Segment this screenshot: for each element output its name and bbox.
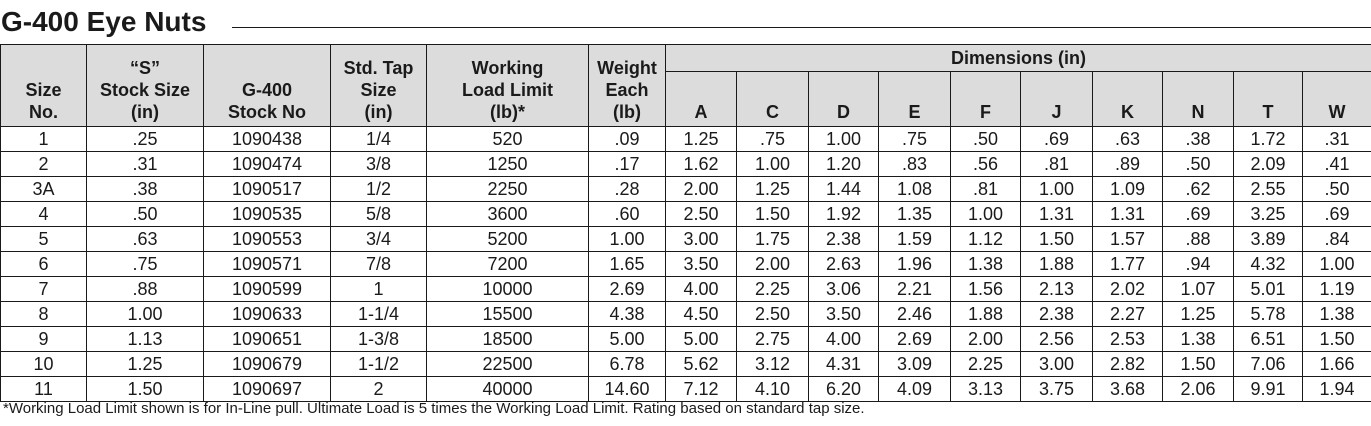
title-row (0, 0, 1371, 44)
table-row (1, 227, 1371, 252)
cell-dim-w: .50 (1303, 177, 1371, 202)
cell-size-no: 9 (1, 327, 87, 352)
cell-weight: .09 (589, 127, 666, 152)
cell-dim-k: .89 (1093, 152, 1163, 177)
cell-working-load-limit: 40000 (427, 377, 589, 402)
table-row (1, 377, 1371, 402)
cell-dim-d: 6.20 (809, 377, 879, 402)
cell-weight: 1.00 (589, 227, 666, 252)
cell-stock-no: 1090633 (204, 302, 331, 327)
cell-dim-c: 1.25 (737, 177, 809, 202)
cell-tap-size: 1 (331, 277, 427, 302)
cell-dim-a: 4.00 (666, 277, 737, 302)
cell-stock-size: .75 (87, 252, 204, 277)
cell-dim-e: .75 (879, 127, 951, 152)
header-tap-size-line: Size (360, 80, 397, 100)
cell-dim-d: 1.92 (809, 202, 879, 227)
header-size (1, 45, 87, 127)
footnote: *Working Load Limit shown is for In-Line pull. Ultimate Load is 5 times the Working Load Limit. Rating based on standard tap size. (3, 400, 865, 417)
cell-dim-w: 1.00 (1303, 252, 1371, 277)
cell-stock-no: 1090438 (204, 127, 331, 152)
cell-weight: .17 (589, 152, 666, 177)
cell-stock-no: 1090571 (204, 252, 331, 277)
cell-dim-n: 1.38 (1163, 327, 1234, 352)
cell-working-load-limit: 520 (427, 127, 589, 152)
cell-dim-k: 1.09 (1093, 177, 1163, 202)
cell-weight: 6.78 (589, 352, 666, 377)
cell-dim-t: 5.01 (1234, 277, 1303, 302)
header-stock-size (87, 45, 204, 127)
table-row (1, 202, 1371, 227)
cell-weight: 2.69 (589, 277, 666, 302)
cell-dim-c: 2.00 (737, 252, 809, 277)
cell-tap-size: 1-1/4 (331, 302, 427, 327)
cell-dim-k: 1.77 (1093, 252, 1163, 277)
header-working-load-limit (427, 45, 589, 127)
cell-dim-a: 7.12 (666, 377, 737, 402)
cell-tap-size: 1/2 (331, 177, 427, 202)
cell-dim-n: .50 (1163, 152, 1234, 177)
cell-tap-size: 1/4 (331, 127, 427, 152)
cell-dim-d: 1.20 (809, 152, 879, 177)
cell-weight: .28 (589, 177, 666, 202)
cell-dim-t: 4.32 (1234, 252, 1303, 277)
cell-dim-j: 1.31 (1021, 202, 1093, 227)
cell-dim-d: 4.00 (809, 327, 879, 352)
cell-tap-size: 5/8 (331, 202, 427, 227)
cell-size-no: 2 (1, 152, 87, 177)
cell-dim-d: 4.31 (809, 352, 879, 377)
header-size-line: No. (29, 102, 58, 122)
cell-dim-w: 1.94 (1303, 377, 1371, 402)
header-stock-no-line: Stock No (227, 102, 306, 122)
table-body (1, 127, 1371, 402)
title-rule (232, 27, 1371, 28)
header-tap-size (331, 45, 427, 127)
cell-dim-f: 3.13 (951, 377, 1021, 402)
cell-dim-j: 2.38 (1021, 302, 1093, 327)
cell-stock-size: .25 (87, 127, 204, 152)
cell-dim-c: 2.75 (737, 327, 809, 352)
cell-dim-f: .81 (951, 177, 1021, 202)
cell-size-no: 8 (1, 302, 87, 327)
cell-dim-w: .41 (1303, 152, 1371, 177)
cell-dim-w: 1.50 (1303, 327, 1371, 352)
cell-dim-w: .31 (1303, 127, 1371, 152)
cell-dim-j: .81 (1021, 152, 1093, 177)
cell-dim-f: 1.56 (951, 277, 1021, 302)
cell-dim-t: 7.06 (1234, 352, 1303, 377)
header-wll-line: (lb)* (490, 102, 525, 122)
cell-working-load-limit: 10000 (427, 277, 589, 302)
cell-dim-j: 1.00 (1021, 177, 1093, 202)
cell-dim-f: 2.00 (951, 327, 1021, 352)
cell-working-load-limit: 15500 (427, 302, 589, 327)
cell-dim-d: 2.38 (809, 227, 879, 252)
cell-dim-f: .50 (951, 127, 1021, 152)
cell-dim-k: 1.57 (1093, 227, 1163, 252)
cell-dim-a: 4.50 (666, 302, 737, 327)
header-stock-no-line: G-400 (241, 80, 293, 100)
cell-working-load-limit: 18500 (427, 327, 589, 352)
cell-weight: 5.00 (589, 327, 666, 352)
cell-tap-size: 1-1/2 (331, 352, 427, 377)
header-dim-e: E (879, 72, 951, 127)
cell-tap-size: 7/8 (331, 252, 427, 277)
cell-dim-j: 2.13 (1021, 277, 1093, 302)
header-dim-a: A (666, 72, 737, 127)
cell-dim-f: 2.25 (951, 352, 1021, 377)
cell-dim-t: 3.25 (1234, 202, 1303, 227)
cell-stock-size: .31 (87, 152, 204, 177)
cell-working-load-limit: 2250 (427, 177, 589, 202)
cell-size-no: 3A (1, 177, 87, 202)
cell-stock-no: 1090517 (204, 177, 331, 202)
cell-dim-n: 1.07 (1163, 277, 1234, 302)
cell-stock-no: 1090651 (204, 327, 331, 352)
cell-dim-n: .38 (1163, 127, 1234, 152)
header-dim-j: J (1021, 72, 1093, 127)
cell-dim-n: 1.25 (1163, 302, 1234, 327)
cell-dim-t: 5.78 (1234, 302, 1303, 327)
cell-dim-f: 1.00 (951, 202, 1021, 227)
cell-dim-d: 2.63 (809, 252, 879, 277)
header-wll-line: Working (471, 58, 544, 78)
cell-dim-a: 1.25 (666, 127, 737, 152)
cell-dim-c: 3.12 (737, 352, 809, 377)
cell-weight: 4.38 (589, 302, 666, 327)
table-row (1, 277, 1371, 302)
cell-dim-t: 1.72 (1234, 127, 1303, 152)
cell-dim-e: 4.09 (879, 377, 951, 402)
header-stock-size-line: “S” (129, 58, 160, 78)
cell-dim-n: .69 (1163, 202, 1234, 227)
cell-size-no: 10 (1, 352, 87, 377)
cell-dim-c: 2.50 (737, 302, 809, 327)
cell-stock-size: .38 (87, 177, 204, 202)
cell-dim-c: 4.10 (737, 377, 809, 402)
cell-dim-c: 1.50 (737, 202, 809, 227)
cell-size-no: 7 (1, 277, 87, 302)
cell-dim-k: 2.82 (1093, 352, 1163, 377)
cell-dim-j: 3.00 (1021, 352, 1093, 377)
header-dim-f: F (951, 72, 1021, 127)
cell-dim-f: .56 (951, 152, 1021, 177)
cell-dim-k: 2.02 (1093, 277, 1163, 302)
header-dim-n: N (1163, 72, 1234, 127)
header-dimensions-group: Dimensions (in) (666, 45, 1371, 72)
cell-dim-c: .75 (737, 127, 809, 152)
header-tap-size-line: Std. Tap (343, 58, 414, 78)
cell-dim-f: 1.38 (951, 252, 1021, 277)
header-size-line: Size (25, 80, 62, 100)
cell-size-no: 5 (1, 227, 87, 252)
cell-stock-size: .63 (87, 227, 204, 252)
cell-dim-e: 3.09 (879, 352, 951, 377)
cell-dim-n: 2.06 (1163, 377, 1234, 402)
header-weight-line: Weight (597, 58, 657, 78)
cell-dim-f: 1.88 (951, 302, 1021, 327)
cell-dim-a: 5.00 (666, 327, 737, 352)
cell-working-load-limit: 1250 (427, 152, 589, 177)
cell-tap-size: 1-3/8 (331, 327, 427, 352)
header-dim-w: W (1303, 72, 1371, 127)
cell-dim-n: .62 (1163, 177, 1234, 202)
cell-tap-size: 2 (331, 377, 427, 402)
cell-dim-a: 3.50 (666, 252, 737, 277)
cell-dim-e: 1.96 (879, 252, 951, 277)
cell-stock-size: .88 (87, 277, 204, 302)
header-wll-line: Load Limit (462, 80, 553, 100)
cell-size-no: 1 (1, 127, 87, 152)
cell-dim-e: .83 (879, 152, 951, 177)
table-row (1, 327, 1371, 352)
cell-working-load-limit: 3600 (427, 202, 589, 227)
cell-dim-w: .69 (1303, 202, 1371, 227)
table-row (1, 177, 1371, 202)
cell-weight: 14.60 (589, 377, 666, 402)
cell-stock-size: .50 (87, 202, 204, 227)
cell-dim-d: 1.00 (809, 127, 879, 152)
cell-weight: .60 (589, 202, 666, 227)
header-stock-size-line: (in) (131, 102, 159, 122)
cell-dim-d: 3.50 (809, 302, 879, 327)
table-row (1, 302, 1371, 327)
cell-dim-t: 6.51 (1234, 327, 1303, 352)
cell-size-no: 11 (1, 377, 87, 402)
cell-stock-no: 1090697 (204, 377, 331, 402)
cell-working-load-limit: 7200 (427, 252, 589, 277)
cell-dim-j: 1.50 (1021, 227, 1093, 252)
cell-working-load-limit: 22500 (427, 352, 589, 377)
table-row (1, 352, 1371, 377)
cell-dim-c: 1.75 (737, 227, 809, 252)
cell-size-no: 4 (1, 202, 87, 227)
cell-dim-d: 1.44 (809, 177, 879, 202)
cell-dim-c: 2.25 (737, 277, 809, 302)
table-row (1, 152, 1371, 177)
cell-dim-k: 1.31 (1093, 202, 1163, 227)
cell-size-no: 6 (1, 252, 87, 277)
cell-dim-c: 1.00 (737, 152, 809, 177)
cell-dim-e: 2.21 (879, 277, 951, 302)
header-tap-size-line: (in) (364, 102, 393, 122)
header-stock-no (204, 45, 331, 127)
cell-dim-e: 2.69 (879, 327, 951, 352)
header-weight-line: Each (605, 80, 649, 100)
header-dim-k: K (1093, 72, 1163, 127)
cell-stock-no: 1090599 (204, 277, 331, 302)
cell-stock-size: 1.25 (87, 352, 204, 377)
cell-dim-k: 2.27 (1093, 302, 1163, 327)
cell-dim-e: 1.08 (879, 177, 951, 202)
cell-dim-a: 2.50 (666, 202, 737, 227)
header-stock-size-line: Stock Size (99, 80, 191, 100)
cell-dim-a: 3.00 (666, 227, 737, 252)
cell-dim-n: 1.50 (1163, 352, 1234, 377)
cell-dim-a: 1.62 (666, 152, 737, 177)
cell-dim-k: .63 (1093, 127, 1163, 152)
header-weight-line: (lb) (613, 102, 641, 122)
header-dim-d: D (809, 72, 879, 127)
header-dim-t: T (1234, 72, 1303, 127)
cell-weight: 1.65 (589, 252, 666, 277)
cell-dim-j: 3.75 (1021, 377, 1093, 402)
eye-nuts-table (0, 44, 1371, 402)
cell-tap-size: 3/8 (331, 152, 427, 177)
cell-stock-size: 1.00 (87, 302, 204, 327)
table-row (1, 252, 1371, 277)
page-title: G-400 Eye Nuts (1, 6, 207, 37)
header-weight (589, 45, 666, 127)
cell-dim-a: 2.00 (666, 177, 737, 202)
cell-dim-j: .69 (1021, 127, 1093, 152)
table-row (1, 127, 1371, 152)
cell-dim-j: 1.88 (1021, 252, 1093, 277)
cell-dim-j: 2.56 (1021, 327, 1093, 352)
cell-dim-d: 3.06 (809, 277, 879, 302)
cell-dim-w: 1.66 (1303, 352, 1371, 377)
cell-tap-size: 3/4 (331, 227, 427, 252)
cell-dim-t: 2.09 (1234, 152, 1303, 177)
cell-dim-e: 1.35 (879, 202, 951, 227)
cell-stock-no: 1090553 (204, 227, 331, 252)
cell-dim-n: .88 (1163, 227, 1234, 252)
cell-dim-t: 2.55 (1234, 177, 1303, 202)
cell-stock-size: 1.50 (87, 377, 204, 402)
cell-dim-n: .94 (1163, 252, 1234, 277)
cell-stock-no: 1090474 (204, 152, 331, 177)
cell-stock-no: 1090535 (204, 202, 331, 227)
cell-dim-f: 1.12 (951, 227, 1021, 252)
cell-dim-k: 2.53 (1093, 327, 1163, 352)
cell-dim-t: 9.91 (1234, 377, 1303, 402)
cell-working-load-limit: 5200 (427, 227, 589, 252)
cell-dim-t: 3.89 (1234, 227, 1303, 252)
cell-dim-w: .84 (1303, 227, 1371, 252)
cell-stock-no: 1090679 (204, 352, 331, 377)
cell-dim-a: 5.62 (666, 352, 737, 377)
header-dim-c: C (737, 72, 809, 127)
cell-dim-e: 1.59 (879, 227, 951, 252)
cell-dim-w: 1.19 (1303, 277, 1371, 302)
cell-dim-w: 1.38 (1303, 302, 1371, 327)
cell-stock-size: 1.13 (87, 327, 204, 352)
cell-dim-k: 3.68 (1093, 377, 1163, 402)
cell-dim-e: 2.46 (879, 302, 951, 327)
